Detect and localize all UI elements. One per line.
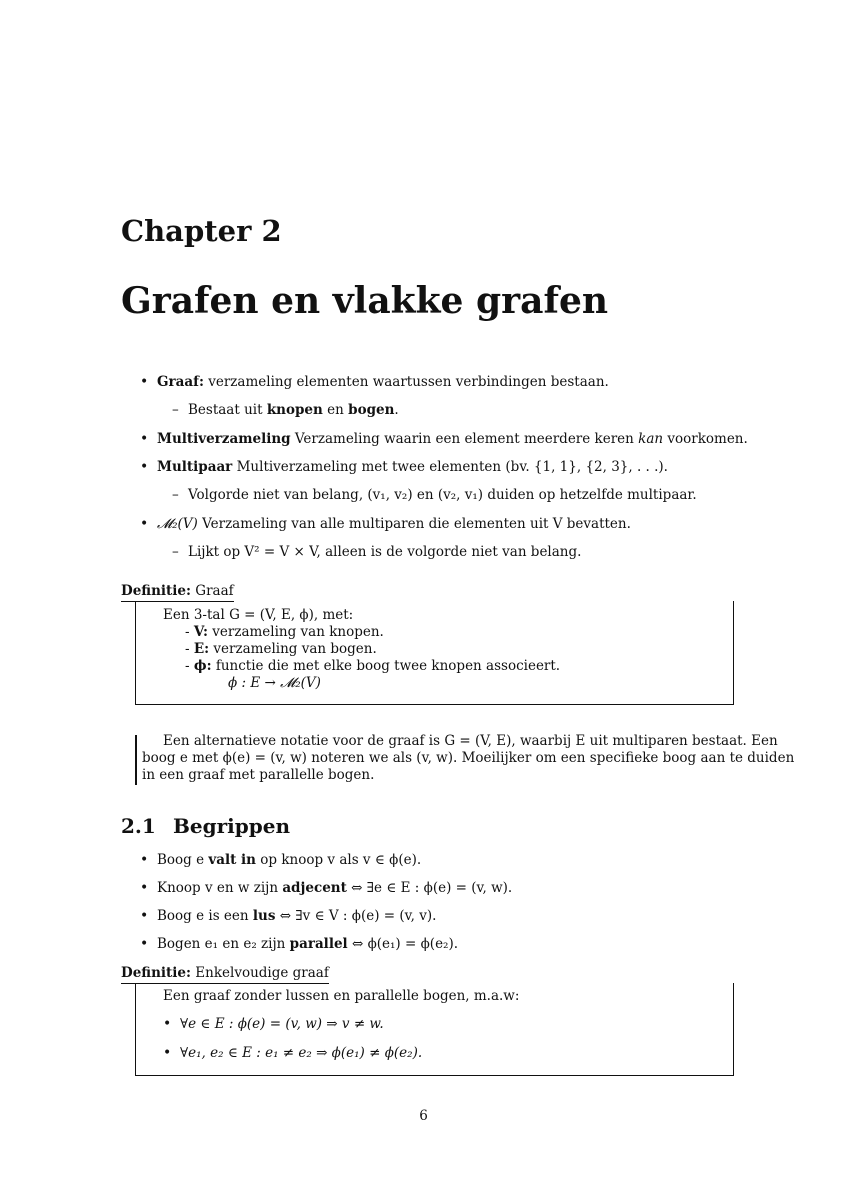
list-item: [157, 373, 609, 391]
term: valt in: [208, 852, 256, 868]
definition-formula: ϕ : E → 𝓜₂(V): [228, 675, 321, 691]
sub-list-item: [188, 543, 581, 561]
note-bar: [135, 735, 137, 785]
item-text: verzameling elementen waartussen verbindingen bestaan.: [203, 374, 609, 390]
chapter-title: Grafen en vlakke grafen: [121, 280, 609, 322]
term: ϕ:: [193, 658, 212, 674]
note-line: in een graaf met parallelle bogen.: [142, 767, 375, 783]
term: parallel: [289, 936, 348, 952]
item-text: Lijkt op V² = V × V, alleen is de volgorde niet van belang.: [188, 544, 582, 560]
sub-list-item: [188, 401, 399, 419]
item-text: Knoop v en w zijn: [157, 880, 283, 896]
item-text: Volgorde niet van belang, (v₁, v₂) en (v₂, v₁) duiden op hetzelfde multipaar.: [188, 487, 697, 503]
definition-name: Graaf: [195, 583, 234, 599]
term: knopen: [266, 402, 323, 418]
item-text: Bestaat uit: [188, 402, 267, 418]
item-text: verzameling van bogen.: [209, 641, 377, 657]
item-text: Boog e is een: [157, 908, 253, 924]
definition-line: Een graaf zonder lussen en parallelle bogen, m.a.w:: [163, 988, 520, 1004]
definition-line: Een 3-tal G = (V, E, ϕ), met:: [163, 607, 354, 623]
definition-label: Definitie:: [121, 965, 191, 981]
section-name: Begrippen: [173, 814, 290, 838]
term: adjecent: [282, 880, 347, 896]
item-text: Boog e: [157, 852, 209, 868]
term: Multiverzameling: [157, 431, 291, 447]
item-text: Multiverzameling met twee elementen (bv. {1, 1}, {2, 3}, . . .).: [232, 459, 668, 475]
term: Multipaar: [157, 459, 233, 475]
item-text: en: [322, 402, 349, 418]
definition-line: [185, 623, 384, 641]
chapter-label: Chapter 2: [121, 214, 282, 248]
list-item: [157, 879, 512, 897]
definition-label: Definitie:: [121, 583, 191, 599]
item-text: -: [185, 658, 194, 674]
item-text: op knoop v als v ∈ ϕ(e).: [256, 852, 422, 868]
section-number: 2.1: [121, 814, 156, 838]
list-item: [157, 515, 631, 533]
page-number: 6: [419, 1108, 428, 1124]
item-text: -: [185, 641, 194, 657]
term: lus: [252, 908, 276, 924]
math-symbol: 𝓜₂(V): [157, 516, 198, 532]
item-text: Verzameling van alle multiparen die elementen uit V bevatten.: [197, 516, 631, 532]
section-title: [121, 814, 290, 838]
item-text: ⇔ ϕ(e₁) = ϕ(e₂).: [347, 936, 459, 952]
item-text: ⇔ ∃v ∈ V : ϕ(e) = (v, v).: [275, 908, 437, 924]
definition-line: [185, 657, 560, 675]
list-item: [157, 907, 436, 925]
definition-title: [121, 582, 234, 602]
note-line: Een alternatieve notatie voor de graaf is G = (V, E), waarbij E uit multiparen bestaat. Een: [163, 733, 778, 749]
item-text: verzameling van knopen.: [207, 624, 384, 640]
item-text: functie die met elke boog twee knopen associeert.: [211, 658, 561, 674]
list-item: [157, 430, 748, 448]
list-item: [157, 851, 421, 869]
item-text: -: [185, 624, 194, 640]
term: E:: [193, 641, 210, 657]
list-item: [157, 935, 458, 953]
term: V:: [193, 624, 208, 640]
sub-list-item: [188, 486, 697, 504]
list-item: [157, 458, 668, 476]
definition-name: Enkelvoudige graaf: [195, 965, 329, 981]
term: Graaf:: [157, 374, 204, 390]
term: bogen: [348, 402, 395, 418]
emphasis: kan: [638, 431, 664, 447]
item-text: Verzameling waarin een element meerdere keren: [290, 431, 639, 447]
definition-title: [121, 964, 329, 984]
item-text: voorkomen.: [663, 431, 748, 447]
list-item: • ∀e ∈ E : ϕ(e) = (v, w) ⇒ v ≠ w.: [180, 1015, 384, 1033]
list-item: • ∀e₁, e₂ ∈ E : e₁ ≠ e₂ ⇒ ϕ(e₁) ≠ ϕ(e₂).: [180, 1044, 422, 1062]
note-line: boog e met ϕ(e) = (v, w) noteren we als (v, w). Moeilijker om een specifieke boog aan te duiden: [142, 750, 795, 766]
item-text: .: [394, 402, 399, 418]
definition-line: [185, 640, 377, 658]
item-text: ⇔ ∃e ∈ E : ϕ(e) = (v, w).: [346, 880, 513, 896]
item-text: Bogen e₁ en e₂ zijn: [157, 936, 290, 952]
